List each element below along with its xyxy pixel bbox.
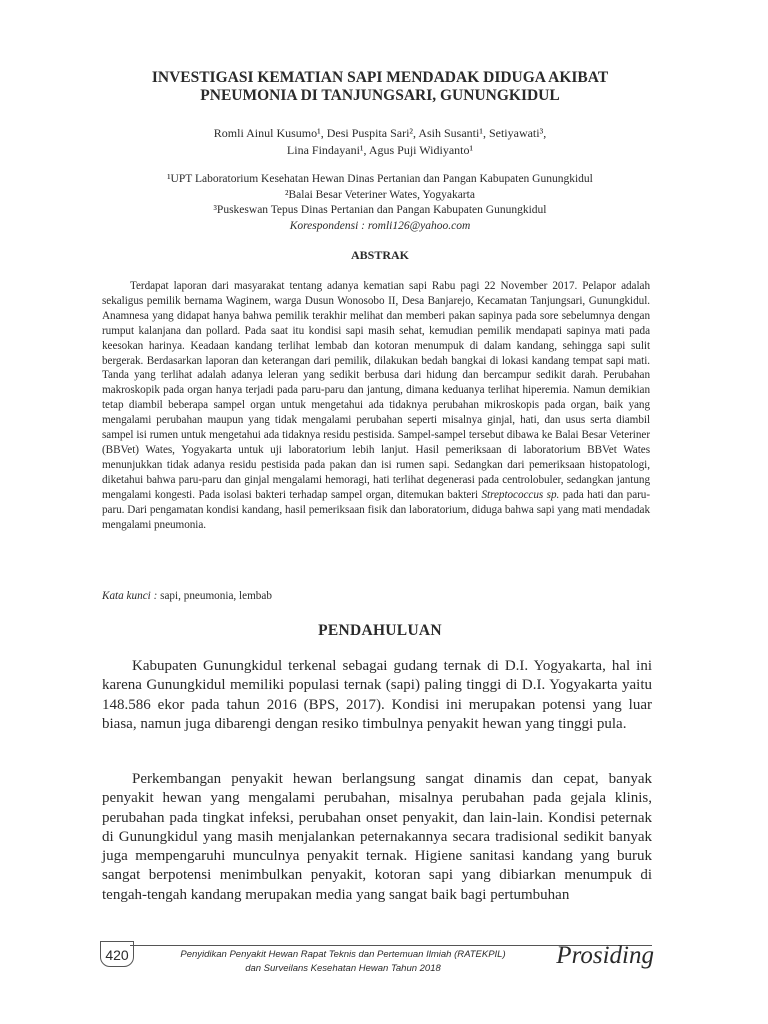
running-footer <box>150 948 536 976</box>
body-paragraph: Perkembangan penyakit hewan berlangsung sangat dinamis dan cepat, banyak penyakit hewan yang mengalami perubahan, misalnya perubahan pada gejala klinis, perubahan pada tingkat infeksi, perubahan onset penyakit, dan lain-lain. Kondisi peternak di Gunungkidul yang masih menjalankan peternakannya secara tradisional sedikit banyak juga mempengaruhi munculnya penyakit ternak. Higiene sanitasi kandang yang buruk sangat berpotensi menimbulkan penyakit, kotoran sapi yang dibiarkan menumpuk di tengah-tengah kandang merupakan media yang sangat baik bagi pertumbuhan <box>102 771 652 903</box>
abstract-heading: ABSTRAK <box>350 248 409 262</box>
footer-line-2: dan Surveilans Kesehatan Hewan Tahun 2018 <box>245 963 441 974</box>
author-list <box>100 125 660 159</box>
keywords-value: sapi, pneumonia, lembab <box>157 590 272 602</box>
proceedings-brand: Prosiding <box>556 942 654 969</box>
affiliation-3: ³Puskeswan Tepus Dinas Pertanian dan Pangan Kabupaten Gunungkidul <box>213 204 547 216</box>
paper-title <box>100 69 660 105</box>
correspondence-email: Korespondensi : romli126@yahoo.com <box>289 219 471 232</box>
abstract-species-italic: Streptococcus sp. <box>481 488 560 501</box>
keywords <box>102 590 272 602</box>
body-paragraph: Kabupaten Gunungkidul terkenal sebagai gudang ternak di D.I. Yogyakarta, hal ini karena Gunungkidul memiliki populasi ternak (sapi) paling tinggi di D.I. Yogyakarta yaitu 148.586 ekor pada tahun 2016 (BPS, 2017). Kondisi ini merupakan potensi yang luar biasa, namun juga dibarengi dengan resiko timbulnya penyakit hewan yang tinggi pula. <box>102 658 652 732</box>
authors-line-2: Lina Findayani¹, Agus Puji Widiyanto¹ <box>286 143 474 157</box>
abstract-body <box>102 279 650 532</box>
affiliation-2: ²Balai Besar Veteriner Wates, Yogyakarta <box>285 188 475 201</box>
authors-line-1: Romli Ainul Kusumo¹, Desi Puspita Sari², Asih Susanti¹, Setiyawati³, <box>213 126 547 140</box>
footer-line-1: Penyidikan Penyakit Hewan Rapat Teknis dan Pertemuan Ilmiah (RATEKPIL) <box>180 949 506 960</box>
affiliations <box>100 172 660 234</box>
page-number: 420 <box>100 941 134 967</box>
keywords-label: Kata kunci : <box>102 590 158 602</box>
title-line-2: PNEUMONIA DI TANJUNGSARI, GUNUNGKIDUL <box>200 87 560 104</box>
affiliation-1: ¹UPT Laboratorium Kesehatan Hewan Dinas Pertanian dan Pangan Kabupaten Gunungkidul <box>167 173 593 185</box>
abstract-text-part-1: Terdapat laporan dari masyarakat tentang adanya kematian sapi Rabu pagi 22 November 2017. Pelapor adalah sekaligus pemilik bernama Waginem, warga Dusun Wonosobo II, Desa Banjarejo, Kecamatan Tanjungsari, Gunungkidul. Anamnesa yang didapat hanya bahwa pemilik terakhir melihat dan memberi pakan sapinya pada sore sebelumnya dengan rumput kalanjana dan pollard. Pada saat itu kondisi sapi masih sehat, kemudian pemilik mendapati sapinya mati pada keesokan harinya. Keadaan kandang terlihat lembab dan kotoran menumpuk di dalam kandang, sehingga sapi sulit bergerak. Berdasarkan laporan dan keterangan dari pemilik, dilakukan bedah bangkai di lokasi kandang tempat sapi mati. Tanda yang terlihat adalah adanya leleran yang sedikit berbusa dari hidung dan bercampur sedikit darah. Perubahan makroskopik pada organ hanya terjadi pada paru-paru dan jantung, dimana keduanya terlihat hiperemia. Namun demikian tetap diambil beberapa sampel organ untuk mengetahui ada tidaknya perubahan mikroskopis pada organ, baik yang mengalami perubahan maupun yang tidak mengalami perubahan seperti misalnya ginjal, hati, dan usus serta diambil sampel isi rumen untuk mengetahui ada tidaknya residu pestisida. Sampel-sampel tersebut dibawa ke Balai Besar Veteriner (BBVet) Wates, Yogyakarta untuk uji laboratorium lebih lanjut. Hasil pemeriksaan di laboratorium BBVet Wates menunjukkan tidak adanya residu pestisida pada pakan dan isi rumen sapi. Sedangkan dari pemeriksaan histopatologi, diketahui bahwa paru-paru dan ginjal mengalami hemoragi, hati terlihat degenerasi pada centrolobuler, sedangkan jantung mengalami kongesti. Pada isolasi bakteri terhadap sampel organ, ditemukan bakteri <box>102 280 650 501</box>
section-heading: PENDAHULUAN <box>318 622 442 639</box>
title-line-1: INVESTIGASI KEMATIAN SAPI MENDADAK DIDUGA AKIBAT <box>151 69 609 86</box>
abstract-text-part-2: pada hati dan paru-paru. Dari pengamatan kondisi kandang, hasil pemeriksaan fisik dan laboratorium, diduga bahwa sapi yang mati mendadak mengalami pneumonia. <box>102 488 651 531</box>
